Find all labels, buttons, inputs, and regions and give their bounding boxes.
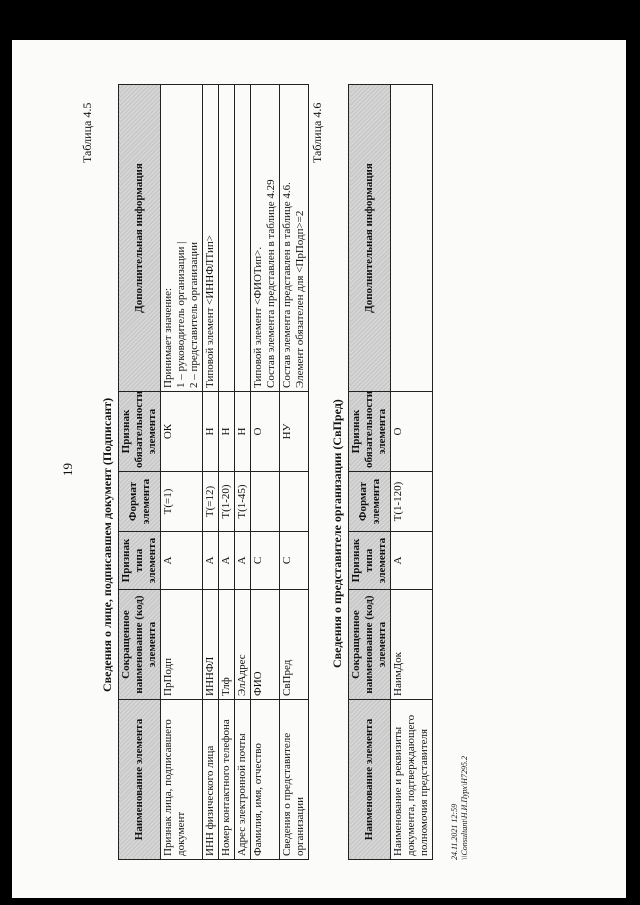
table2-header-row xyxy=(349,85,391,860)
table2-header: Формат элемента xyxy=(349,472,391,532)
table1-cell: Т(1-45) xyxy=(235,472,251,532)
table1-row xyxy=(251,85,280,860)
table1-cell: Н xyxy=(235,392,251,472)
table1-cell: Н xyxy=(219,392,235,472)
table1-row xyxy=(280,85,309,860)
table1-cell: Номер контактного телефона xyxy=(219,700,235,860)
footer-date: 24.11.2021 12:59 xyxy=(450,803,459,860)
table1-cell: А xyxy=(235,532,251,590)
table1 xyxy=(118,84,309,860)
table1-cell: Фамилия, имя, отчество xyxy=(251,700,280,860)
table2-title: Сведения о представителе организации (СвПред) xyxy=(330,399,344,668)
table2-cell: А xyxy=(391,532,433,590)
table1-cell xyxy=(280,472,309,532)
table2 xyxy=(348,84,433,860)
table2-label: Таблица 4.6 xyxy=(310,102,324,163)
page-number: 19 xyxy=(60,463,75,476)
table2-cell: НаимДок xyxy=(391,590,433,700)
table1-header: Наименование элемента xyxy=(119,700,161,860)
table1-cell: Н xyxy=(203,392,219,472)
table1-cell: Т(1-20) xyxy=(219,472,235,532)
table1-header: Формат элемента xyxy=(119,472,161,532)
table1-title: Сведения о лице, подписавшем документ (Подписант) xyxy=(100,397,114,692)
table2-header: Сокращенное наименование (код) элемента xyxy=(349,590,391,700)
table2-cell xyxy=(391,85,433,392)
table1-cell: Принимает значение: 1 – руководитель организации | 2 – представитель организации xyxy=(161,85,203,392)
table1-cell: Типовой элемент <ФИОТип>. Состав элемента представлен в таблице 4.29 xyxy=(251,85,280,392)
table1-cell: А xyxy=(161,532,203,590)
table1-cell: ПрПодп xyxy=(161,590,203,700)
table1-cell: О xyxy=(251,392,280,472)
table2-row xyxy=(391,85,433,860)
table1-cell: ЭлАдрес xyxy=(235,590,251,700)
table1-cell: С xyxy=(280,532,309,590)
table1-cell: Т(=1) xyxy=(161,472,203,532)
table1-cell: НУ xyxy=(280,392,309,472)
table1-cell: Тлф xyxy=(219,590,235,700)
table1-row xyxy=(235,85,251,860)
footer-path: \\Consultant\Н.И.Пурх\H7295.2 xyxy=(460,756,469,860)
table1-header-row xyxy=(119,85,161,860)
table1-label: Таблица 4.5 xyxy=(80,102,94,163)
table1-cell: Типовой элемент <ИННФЛТип> xyxy=(203,85,219,392)
table1-cell: А xyxy=(203,532,219,590)
table1-cell xyxy=(235,85,251,392)
document-page xyxy=(12,40,626,898)
table1-row xyxy=(203,85,219,860)
table1-header: Сокращенное наименование (код) элемента xyxy=(119,590,161,700)
table1-cell: Признак лица, подписавшего документ xyxy=(161,700,203,860)
table1-cell: ОК xyxy=(161,392,203,472)
table1-cell: ИННФЛ xyxy=(203,590,219,700)
table2-header: Дополнительная информация xyxy=(349,85,391,392)
table1-cell: Состав элемента представлен в таблице 4.6. Элемент обязателен для <ПрПодп>=2 xyxy=(280,85,309,392)
table1-header: Дополнительная информация xyxy=(119,85,161,392)
table1-row xyxy=(161,85,203,860)
table1-cell: Т(=12) xyxy=(203,472,219,532)
table2-header: Наименование элемента xyxy=(349,700,391,860)
table1-cell: С xyxy=(251,532,280,590)
table2-header: Признак типа элемента xyxy=(349,532,391,590)
table1-cell xyxy=(251,472,280,532)
table1-header: Признак типа элемента xyxy=(119,532,161,590)
table1-cell: СвПред xyxy=(280,590,309,700)
footer-stamp xyxy=(450,756,470,860)
table1-header: Признак обязательности элемента xyxy=(119,392,161,472)
table2-header: Признак обязательности элемента xyxy=(349,392,391,472)
table1-cell xyxy=(219,85,235,392)
table2-cell: Наименование и реквизиты документа, подтверждающего полномочия представителя xyxy=(391,700,433,860)
rotated-page-content xyxy=(42,68,602,868)
table2-cell: О xyxy=(391,392,433,472)
table1-cell: ИНН физического лица xyxy=(203,700,219,860)
table1-cell: Сведения о представителе организации xyxy=(280,700,309,860)
table1-cell: Адрес электронной почты xyxy=(235,700,251,860)
table1-cell: А xyxy=(219,532,235,590)
table2-cell: Т(1-120) xyxy=(391,472,433,532)
table1-row xyxy=(219,85,235,860)
table1-cell: ФИО xyxy=(251,590,280,700)
